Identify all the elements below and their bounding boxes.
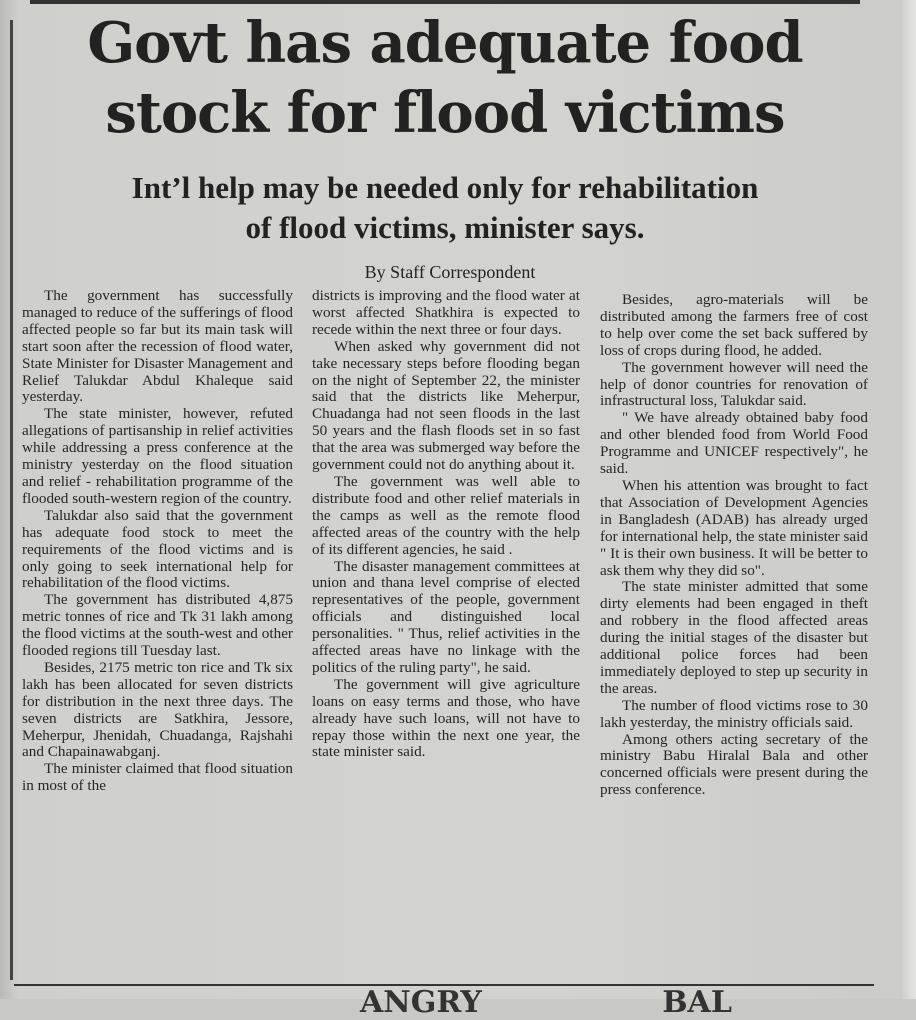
paragraph: The government has successfully managed to reduce of the sufferings of flood affected people so far but its main task will start soon after the recession of flood water, State Minister for Disaster Management and Relief Talukdar Abdul Khaleque said yesterday. bbox=[22, 287, 293, 406]
paragraph: The number of flood victims rose to 30 lakh yesterday, the ministry officials said. bbox=[600, 696, 868, 731]
footer-fragment-right: BAL bbox=[662, 985, 732, 1020]
article-column-3 bbox=[600, 292, 868, 988]
page-edge-shadow bbox=[902, 0, 916, 999]
paragraph: Besides, agro-materials will be distributed among the farmers free of cost to help over come the set back suffered by loss of crops during flood, he added. bbox=[600, 291, 868, 359]
paragraph: The state minister, however, refuted allegations of partisanship in relief activities while addressing a press conference at the ministry yesterday on the flood situation and relief - rehabilitation programme of the flooded south-western region of the country. bbox=[22, 405, 293, 507]
paragraph: When asked why government did not take necessary steps before flooding began on the night of September 22, the minister said that the districts like Meherpur, Chuadanga had not seen floods in the last 50 years and the flash floods set in so fast that the area was submerged way before the government could not do anything about it. bbox=[312, 337, 580, 474]
left-rule bbox=[10, 20, 13, 980]
headline bbox=[20, 8, 870, 148]
paragraph: When his attention was brought to fact that Association of Development Agencies in Bangladesh (ADAB) has already urged for international help, the state minister said " It is their own business. It will be better to ask them why they did so". bbox=[600, 476, 868, 579]
paragraph: The government has distributed 4,875 metric tonnes of rice and Tk 31 lakh among the flood victims at the south-west and other flooded regions till Tuesday last. bbox=[22, 591, 293, 660]
subheadline bbox=[30, 168, 860, 248]
byline: By Staff Correspondent bbox=[364, 262, 536, 282]
paragraph: " We have already obtained baby food and other blended food from World Food Programme and UNICEF respectively", he said. bbox=[600, 409, 868, 478]
paragraph: Among others acting secretary of the ministry Babu Hiralal Bala and other concerned officials were present during the press conference. bbox=[600, 730, 868, 799]
paragraph: The government however will need the help of donor countries for renovation of infrastructural loss, Talukdar said. bbox=[600, 358, 868, 410]
top-rule bbox=[30, 0, 860, 4]
paragraph: The state minister admitted that some dirty elements had been engaged in theft and robbery in the flood affected areas during the initial stages of the disaster but additional police forces had been immediately deployed to step up security in the areas. bbox=[600, 578, 868, 697]
footer-fragment-left: ANGRY bbox=[360, 985, 482, 1020]
article-column-2 bbox=[312, 288, 580, 984]
paragraph: Talukdar also said that the government has adequate food stock to meet the requirements of the flood victims and is only going to seek international help for rehabilitation of the flood victims. bbox=[22, 506, 293, 592]
paragraph: The minister claimed that flood situation in most of the bbox=[22, 760, 293, 795]
paragraph: The government was well able to distribute food and other relief materials in the camps as well as the remote flood affected areas of the country with the help of its different agencies, he said . bbox=[312, 472, 580, 558]
paragraph: The disaster management committees at union and thana level comprise of elected representatives of the people, government officials and distinguished local personalities. " Thus, relief activities in the affected areas have no linkage with the politics of the ruling party", he said. bbox=[312, 557, 580, 676]
paragraph: The government will give agriculture loans on easy terms and those, who have already have such loans, will not have to repay those within the next one year, the state minister said. bbox=[312, 675, 580, 761]
paragraph: Besides, 2175 metric ton rice and Tk six lakh has been allocated for seven districts for distribution in the next three days. The seven districts are Satkhira, Jessore, Meherpur, Jhenidah, Chuadanga, Rajshahi and Chapainawabganj. bbox=[22, 658, 293, 761]
paragraph: districts is improving and the flood water at worst affected Shatkhira is expected to recede within the next three or four days. bbox=[312, 287, 580, 338]
article-column-1 bbox=[22, 288, 293, 984]
headline-line-1: Govt has adequate food bbox=[87, 10, 803, 76]
next-article-fragment bbox=[20, 985, 880, 1020]
subhead-line-2: of flood victims, minister says. bbox=[245, 210, 645, 245]
headline-line-2: stock for flood victims bbox=[105, 80, 785, 146]
subhead-line-1: Int’l help may be needed only for rehabilitation bbox=[131, 170, 759, 205]
